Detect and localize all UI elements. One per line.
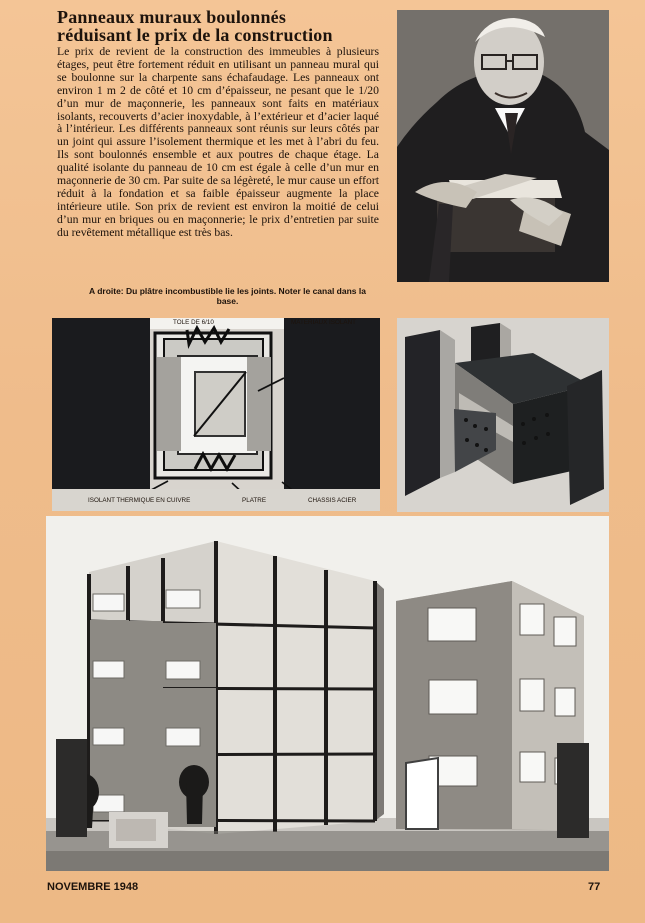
- label-platre: PLATRE: [242, 497, 267, 504]
- label-isolant-cuivre: ISOLANT THERMIQUE EN CUIVRE: [88, 497, 191, 504]
- issue-date: NOVEMBRE 1948: [47, 881, 139, 893]
- photo-caption-top: A droite: Du plâtre incombustible lie les joints. Noter le canal dans la base.: [89, 286, 366, 306]
- article-title-line-2: réduisant le prix de la construction: [57, 25, 333, 45]
- article-title-line-1: Panneaux muraux boulonnés: [57, 7, 287, 27]
- joint-cross-section-diagram: [52, 318, 380, 511]
- page-number: 77: [588, 881, 601, 893]
- man-working-photo: [397, 10, 609, 282]
- label-chassis-acier: CHASSIS ACIER: [308, 497, 357, 504]
- article-title: [57, 8, 377, 44]
- article-body: Le prix de revient de la construction des immeubles à plusieurs étages, peut être fortement réduit en utilisant un panneau mural qui se boulonne sur la charpente sans échafaudage. Les panneaux ont environ 1 m 2 de côté et 10 cm d’épaisseur, ne pesant que le 1/20 d’un mur de maçonnerie, les panneaux sont faits en matériaux isolants, recouverts d’acier inoxydable, à l’extérieur et d’acier laqué à l’intérieur. Les différents panneaux sont réunis sur leurs côtés par un joint qui assure l’isolement thermique et les met à l’abri du feu. Ils sont boulonnés ensemble et aux poutres de chaque étage. La qualité isolante du panneau de 10 cm est égale à celle d’un mur en maçonnerie de 30 cm. Par suite de sa légèreté, le mur cause un effort réduit à la fondation et sa faible épaisseur augmente la place intérieure utile. Son prix de revient est environ la moitié de celui d’un mur en briques ou en maçonnerie; le prix d’entretien par suite du revêtement métallique est très bas.: [57, 46, 379, 239]
- label-tole: TOLE DE 6/10: [173, 319, 214, 326]
- label-materiaux-isolant: MATERIAUX ISOLANT: [291, 319, 356, 326]
- bolted-corner-photo: [397, 318, 609, 512]
- building-construction-photo: [46, 516, 609, 871]
